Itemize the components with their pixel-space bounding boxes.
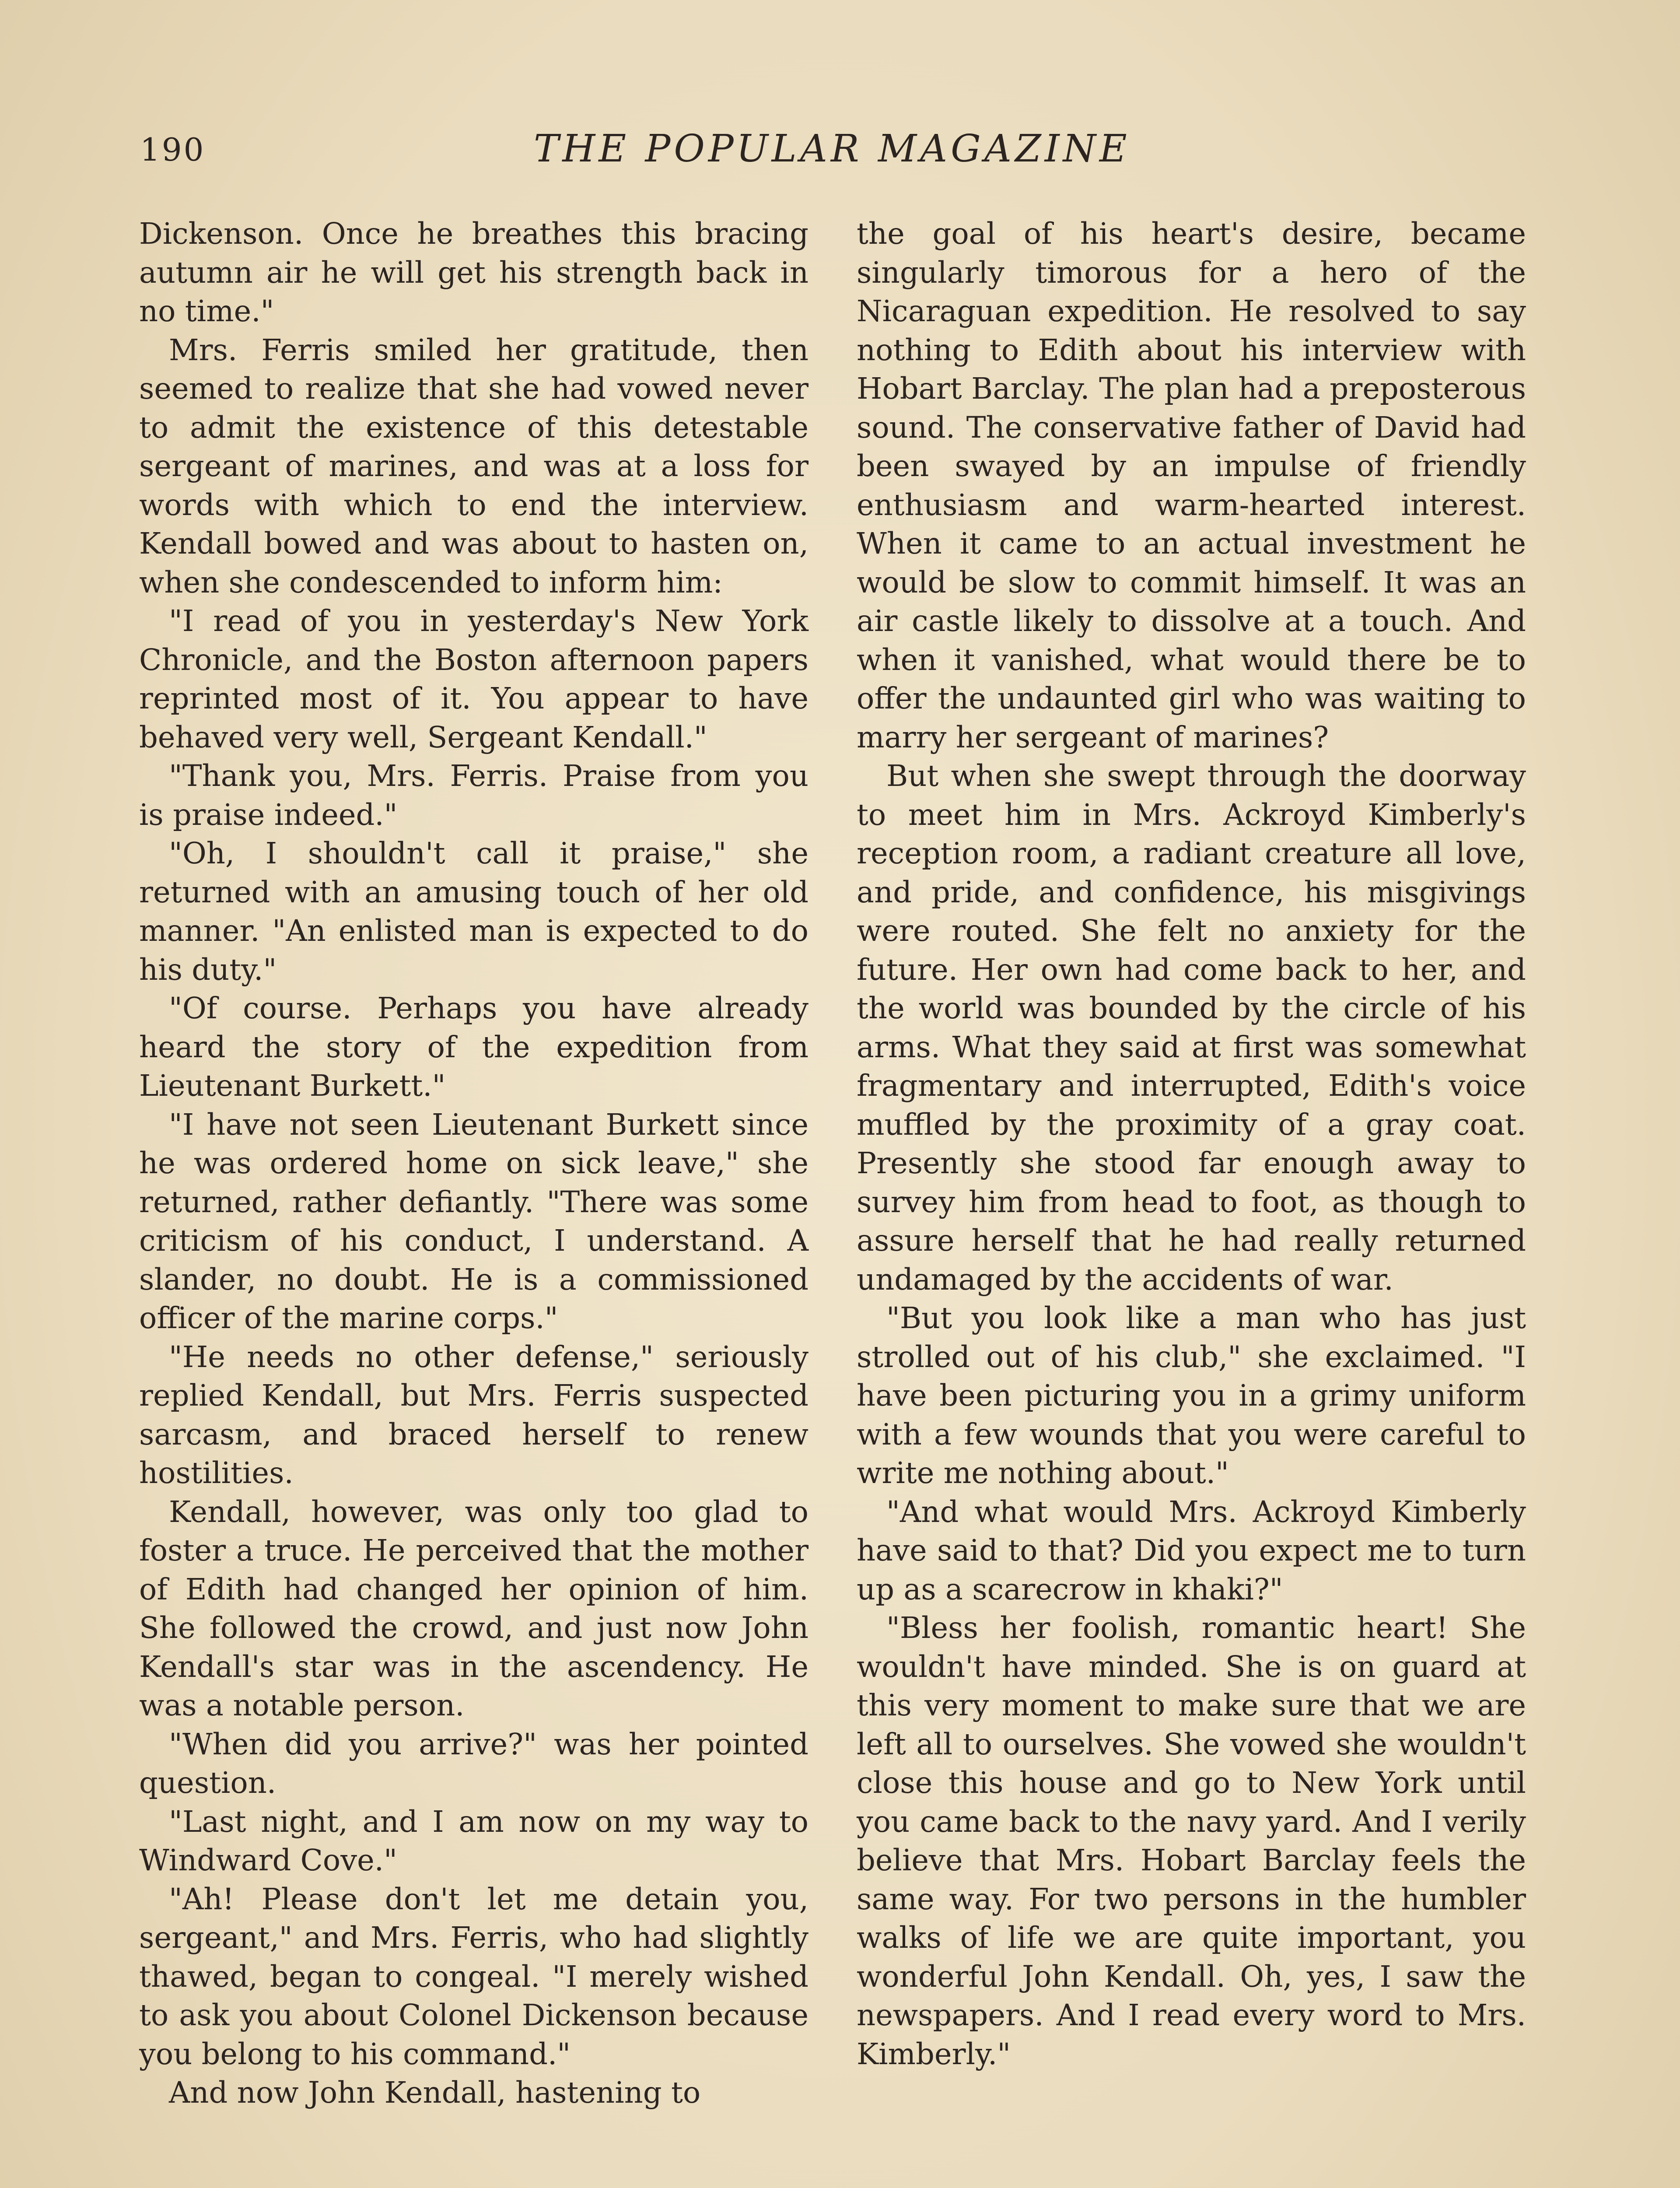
paragraph: "I read of you in yesterday's New York Chronicle, and the Boston afternoon papers reprinted most of it. You appear to have behaved very well, Sergeant Kendall." [139, 604, 808, 754]
right-column [857, 214, 1526, 2073]
paragraph: "I have not seen Lieutenant Burkett since he was ordered home on sick leave," she returned, rather defiantly. "There was some criticism of his conduct, I understand. A slander, no doubt. He is a commissioned officer of the marine corps." [139, 1107, 808, 1335]
page-header [140, 127, 1190, 179]
paragraph: "But you look like a man who has just strolled out of his club," she exclaimed. "I have been picturing you in a grimy uniform with a few wounds that you were careful to write me nothing about." [857, 1301, 1526, 1490]
paragraph: "When did you arrive?" was her pointed question. [139, 1727, 808, 1800]
paragraph: "Thank you, Mrs. Ferris. Praise from you is praise indeed." [139, 759, 808, 832]
paragraph: "And what would Mrs. Ackroyd Kimberly have said to that? Did you expect me to turn up as a scarecrow in khaki?" [857, 1494, 1526, 1606]
paragraph: Dickenson. Once he breathes this bracing autumn air he will get his strength back in no time." [139, 217, 808, 328]
paragraph: "He needs no other defense," seriously replied Kendall, but Mrs. Ferris suspected sarcasm, and braced herself to renew hostilities. [139, 1339, 808, 1490]
paragraph: the goal of his heart's desire, became singularly timorous for a hero of the Nicaraguan expedition. He resolved to say nothing to Edith about his interview with Hobart Barclay. The plan had a preposterous sound. The conservative father of David had been swayed by an impulse of friendly enthusiasm and warm-hearted interest. When it came to an actual investment he would be slow to commit himself. It was an air castle likely to dissolve at a touch. And when it vanished, what would there be to offer the undaunted girl who was waiting to marry her sergeant of marines? [857, 217, 1526, 754]
paragraph: "Ah! Please don't let me detain you, sergeant," and Mrs. Ferris, who had slightly thawed, began to congeal. "I merely wished to ask you about Colonel Dickenson because you belong to his command." [139, 1882, 808, 2071]
paragraph: "Oh, I shouldn't call it praise," she returned with an amusing touch of her old manner. "An enlisted man is expected to do his duty." [139, 836, 808, 987]
running-title: THE POPULAR MAGAZINE [534, 127, 1130, 171]
paragraph: And now John Kendall, hastening to [169, 2076, 701, 2110]
paragraph: But when she swept through the doorway to meet him in Mrs. Ackroyd Kimberly's reception room, a radiant creature all love, and pride, and confidence, his misgivings were routed. She felt no anxiety for the future. Her own had come back to her, and the world was bounded by the circle of his arms. What they said at first was somewhat fragmentary and interrupted, Edith's voice muffled by the proximity of a gray coat. Presently she stood far enough away to survey him from head to foot, as though to assure herself that he had really returned undamaged by the accidents of war. [857, 759, 1526, 1297]
paragraph: "Of course. Perhaps you have already heard the story of the expedition from Lieutenant Burkett." [139, 991, 808, 1103]
left-column [139, 214, 808, 2112]
page-number: 190 [140, 131, 206, 168]
paragraph: Mrs. Ferris smiled her gratitude, then seemed to realize that she had vowed never to admit the existence of this detestable sergeant of marines, and was at a loss for words with which to end the interview. Kendall bowed and was about to hasten on, when she condescended to inform him: [139, 333, 808, 600]
paragraph: "Last night, and I am now on my way to Windward Cove." [139, 1804, 808, 1877]
paragraph: Kendall, however, was only too glad to foster a truce. He perceived that the mother of Edith had changed her opinion of him. She followed the crowd, and just now John Kendall's star was in the ascendency. He was a notable person. [139, 1494, 808, 1722]
paragraph: "Bless her foolish, romantic heart! She wouldn't have minded. She is on guard at this very moment to make sure that we are left all to ourselves. She vowed she wouldn't close this house and go to New York until you came back to the navy yard. And I verily believe that Mrs. Hobart Barclay feels the same way. For two persons in the humbler walks of life we are quite important, you wonderful John Kendall. Oh, yes, I saw the newspapers. And I read every word to Mrs. Kimberly." [857, 1611, 1526, 2071]
